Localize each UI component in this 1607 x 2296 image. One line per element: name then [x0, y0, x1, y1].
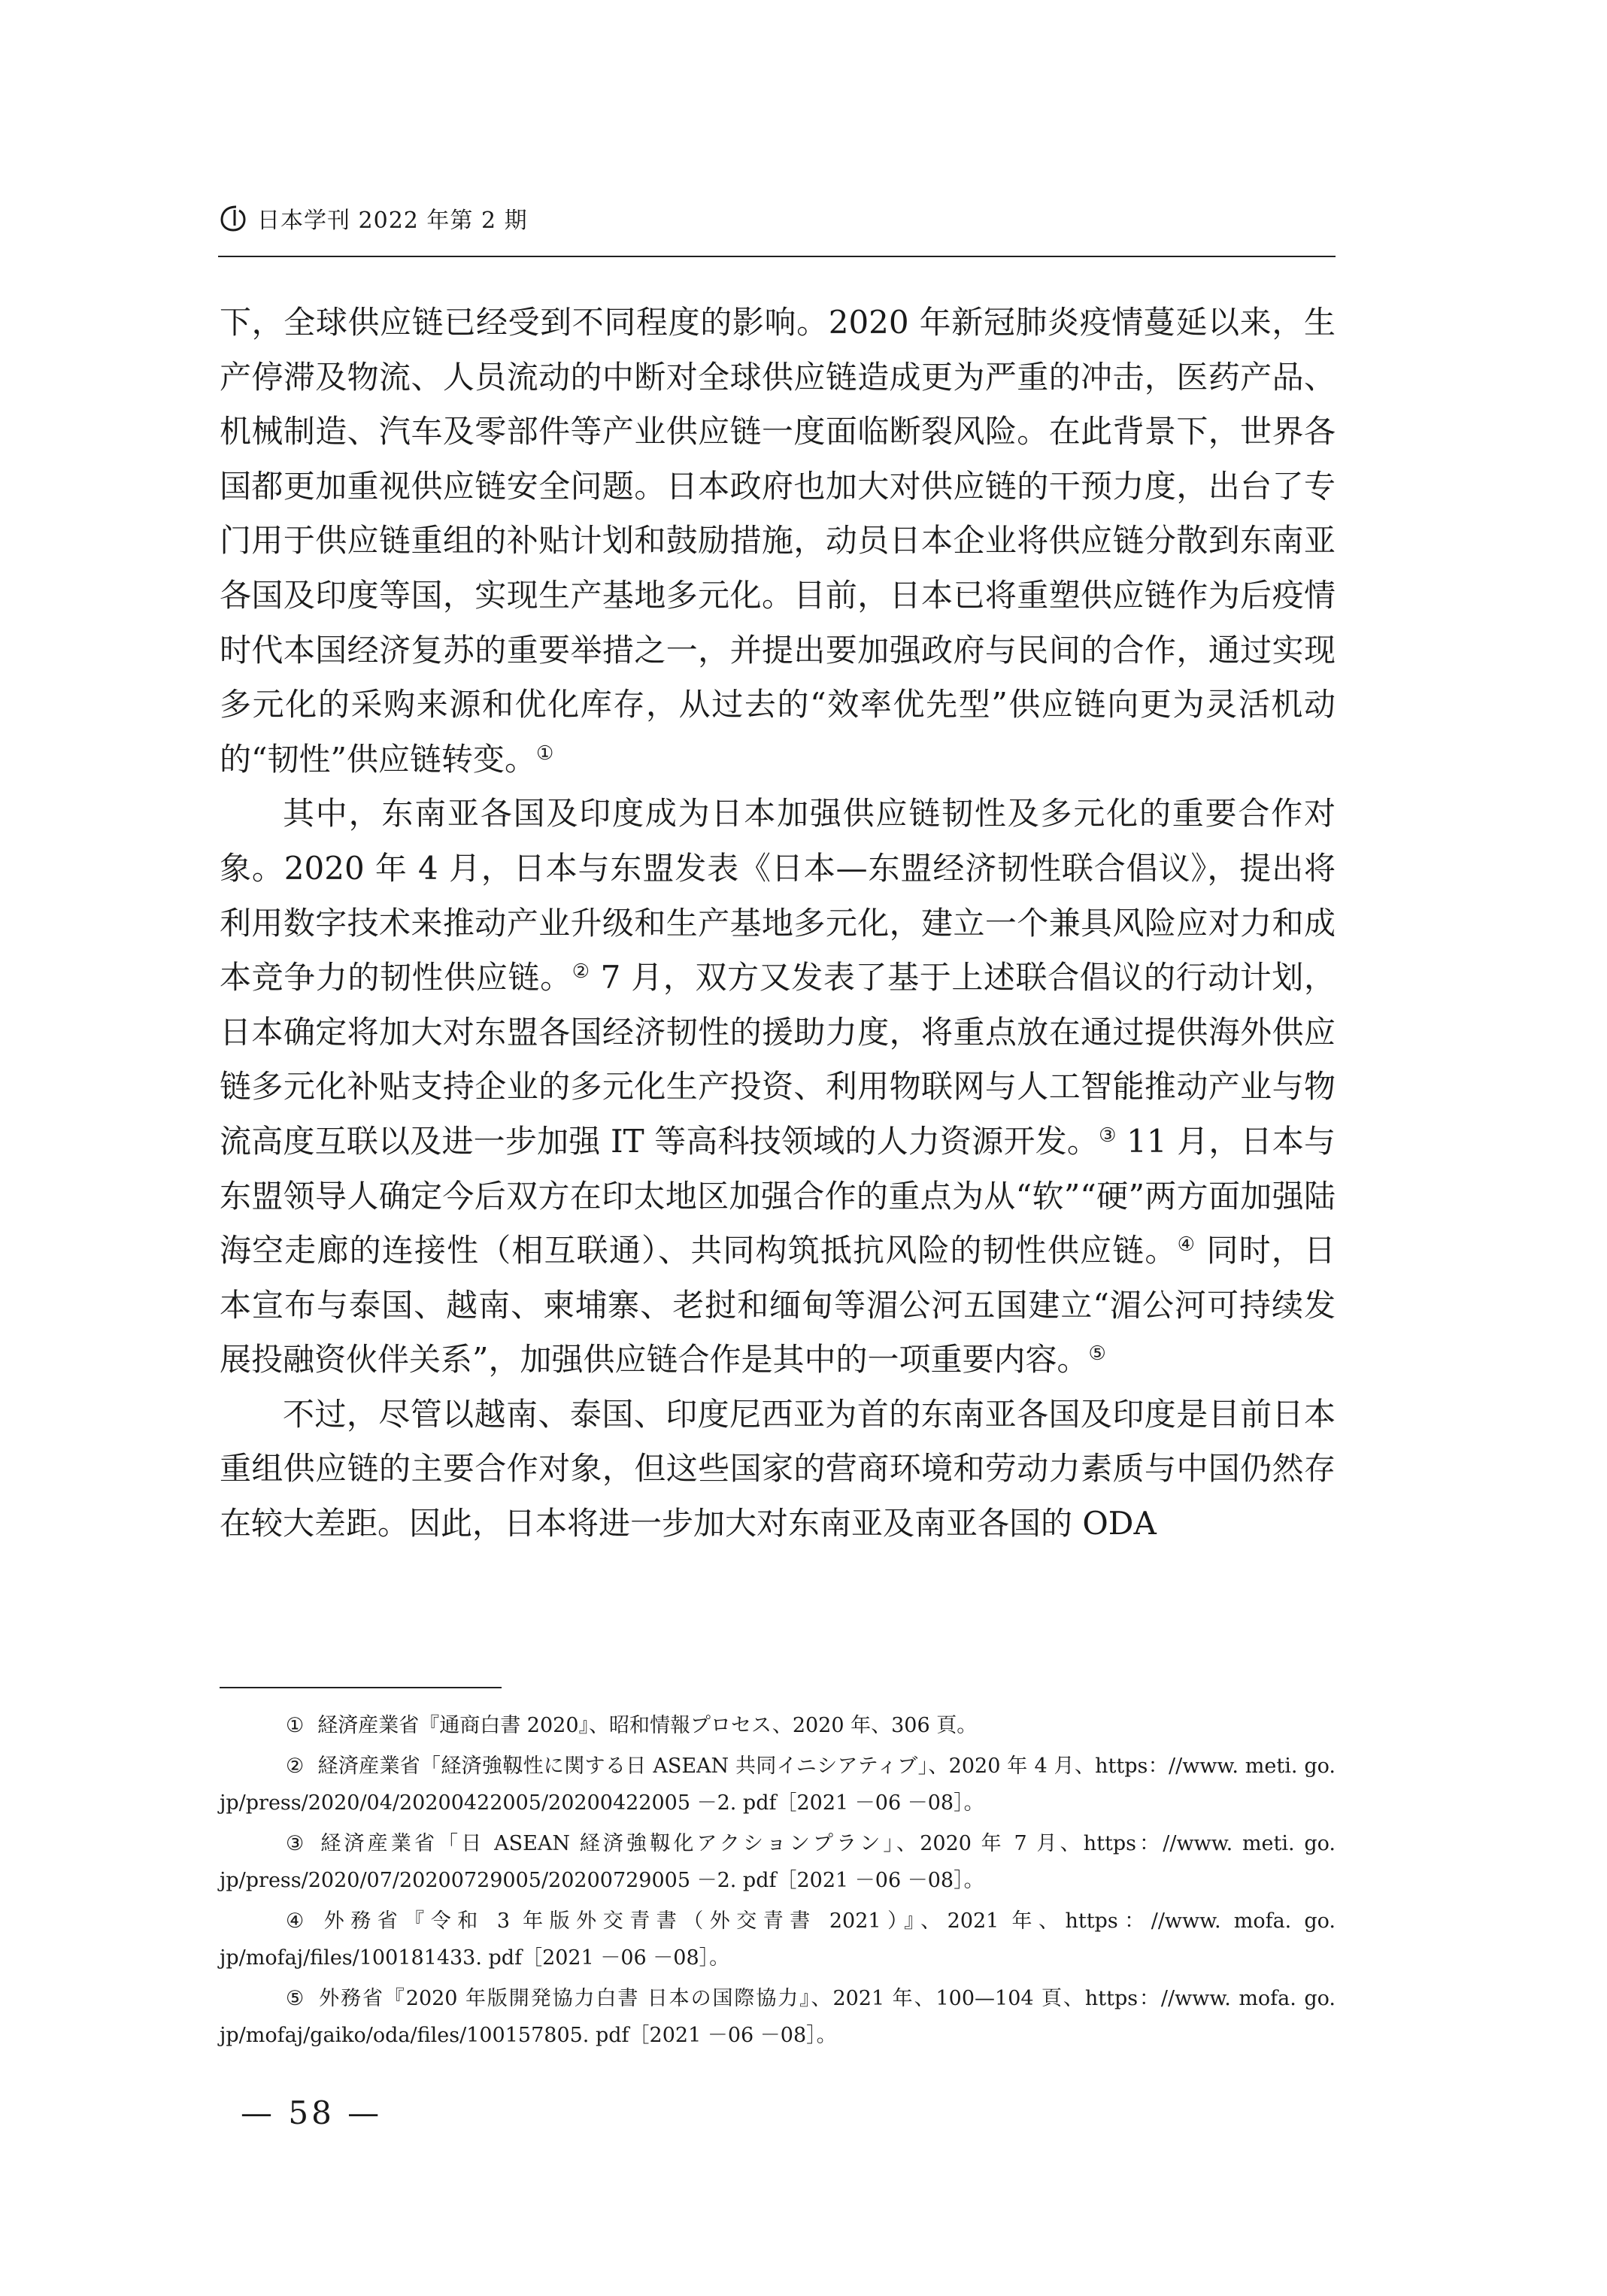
- paragraph-text: 下，全球供应链已经受到不同程度的影响。2020 年新冠肺炎疫情蔓延以来，生产停滞及物流、人员流动的中断对全球供应链造成更为严重的冲击，医药产品、机械制造、汽车及零部件等产业供应链一度面临断裂风险。在此背景下，世界各国都更加重视供应链安全问题。日本政府也加大对供应链的干预力度，出台了专门用于供应链重组的补贴计划和鼓励措施，动员日本企业将供应链分散到东南亚各国及印度等国，实现生产基地多元化。目前，日本已将重塑供应链作为后疫情时代本国经济复苏的重要举措之一，并提出要加强政府与民间的合作，通过实现多元化的采购来源和优化库存，从过去的“效率优先型”供应链向更为灵活机动的“韧性”供应链转变。: [220, 304, 1336, 778]
- article-body: [220, 296, 1336, 1551]
- paragraph-text: 11 月，日本与东盟领导人确定今后双方在印太地区加强合作的重点为从“软”“硬”两方面加强陆海空走廊的连接性（相互联通）、共同构筑抵抗风险的韧性供应链。: [220, 1122, 1336, 1269]
- paragraph-text: 不过，尽管以越南、泰国、印度尼西亚为首的东南亚各国及印度是目前日本重组供应链的主要合作对象，但这些国家的营商环境和劳动力素质与中国仍然存在较大差距。因此，日本将进一步加大对东南亚及南亚各国的 ODA: [220, 1395, 1336, 1542]
- paragraph-3: [220, 1388, 1336, 1551]
- footnote-ref-5[interactable]: ⑤: [1088, 1342, 1106, 1366]
- footnote-4: [220, 1903, 1336, 1977]
- footnote-ref-2[interactable]: ②: [572, 960, 590, 984]
- footnote-mark: ④: [286, 1909, 305, 1933]
- footnote-text: 経済産業省『通商白書 2020』、昭和情報プロセス、2020 年、306 頁。: [317, 1714, 978, 1737]
- footnote-mark: ②: [286, 1754, 305, 1778]
- footnote-mark: ①: [286, 1714, 305, 1737]
- paragraph-1: [220, 296, 1336, 787]
- footnotes: [220, 1707, 1336, 2058]
- footnote-3: [220, 1825, 1336, 1900]
- footnote-ref-3[interactable]: ③: [1099, 1124, 1117, 1147]
- footnote-ref-4[interactable]: ④: [1177, 1233, 1196, 1257]
- footnote-ref-1[interactable]: ①: [535, 742, 554, 765]
- footnote-mark: ③: [286, 1831, 305, 1855]
- paragraph-text: 其中，东南亚各国及印度成为日本加强供应链韧性及多元化的重要合作对象。2020 年 4 月，日本与东盟发表《日本—东盟经济韧性联合倡议》，提出将利用数字技术来推动产业升级和生产基地多元化，建立一个兼具风险应对力和成本竞争力的韧性供应链。: [220, 795, 1336, 996]
- paragraph-2: [220, 787, 1336, 1388]
- running-header: [218, 202, 528, 235]
- journal-issue-title: 日本学刊 2022 年第 2 期: [257, 208, 528, 234]
- footnote-text: 経済産業省「経済強靱性に関する日 ASEAN 共同イニシアティブ」、2020 年 4 月、https：//www. meti. go. jp/press/2020/04/20200422005/20200422005 －2. pdf［2021 －06 －08］。: [220, 1754, 1336, 1815]
- footnote-1: [220, 1707, 1336, 1745]
- footnote-text: 外務省『令和 3 年版外交青書（外交青書 2021）』、2021 年、https：//www. mofa. go. jp/mofaj/files/100181433. pdf［2021 －06 －08］。: [220, 1909, 1336, 1970]
- paragraph-text: 同时，日本宣布与泰国、越南、柬埔寨、老挝和缅甸等湄公河五国建立“湄公河可持续发展投融资伙伴关系”，加强供应链合作是其中的一项重要内容。: [220, 1232, 1336, 1379]
- footnote-5: [220, 1980, 1336, 2055]
- footnote-2: [220, 1748, 1336, 1822]
- paragraph-text: 7 月，双方又发表了基于上述联合倡议的行动计划，日本确定将加大对东盟各国经济韧性的援助力度，将重点放在通过提供海外供应链多元化补贴支持企业的多元化生产投资、利用物联网与人工智能推动产业与物流高度互联以及进一步加强 IT 等高科技领域的人力资源开发。: [220, 959, 1336, 1160]
- journal-logo-icon: [218, 203, 248, 233]
- footnote-text: 経済産業省「日 ASEAN 経済強靱化アクションプラン」、2020 年 7 月、https：//www. meti. go. jp/press/2020/07/20200729005/20200729005 －2. pdf［2021 －06 －08］。: [220, 1831, 1336, 1892]
- page-number: — 58 —: [241, 2094, 383, 2131]
- header-divider: [218, 256, 1336, 257]
- footnote-divider: [220, 1687, 502, 1688]
- footnote-text: 外務省『2020 年版開発協力白書 日本の国際協力』、2021 年、100—104 頁、https：//www. mofa. go. jp/mofaj/gaiko/oda/files/100157805. pdf［2021 －06 －08］。: [220, 1986, 1336, 2047]
- footnote-mark: ⑤: [286, 1986, 305, 2010]
